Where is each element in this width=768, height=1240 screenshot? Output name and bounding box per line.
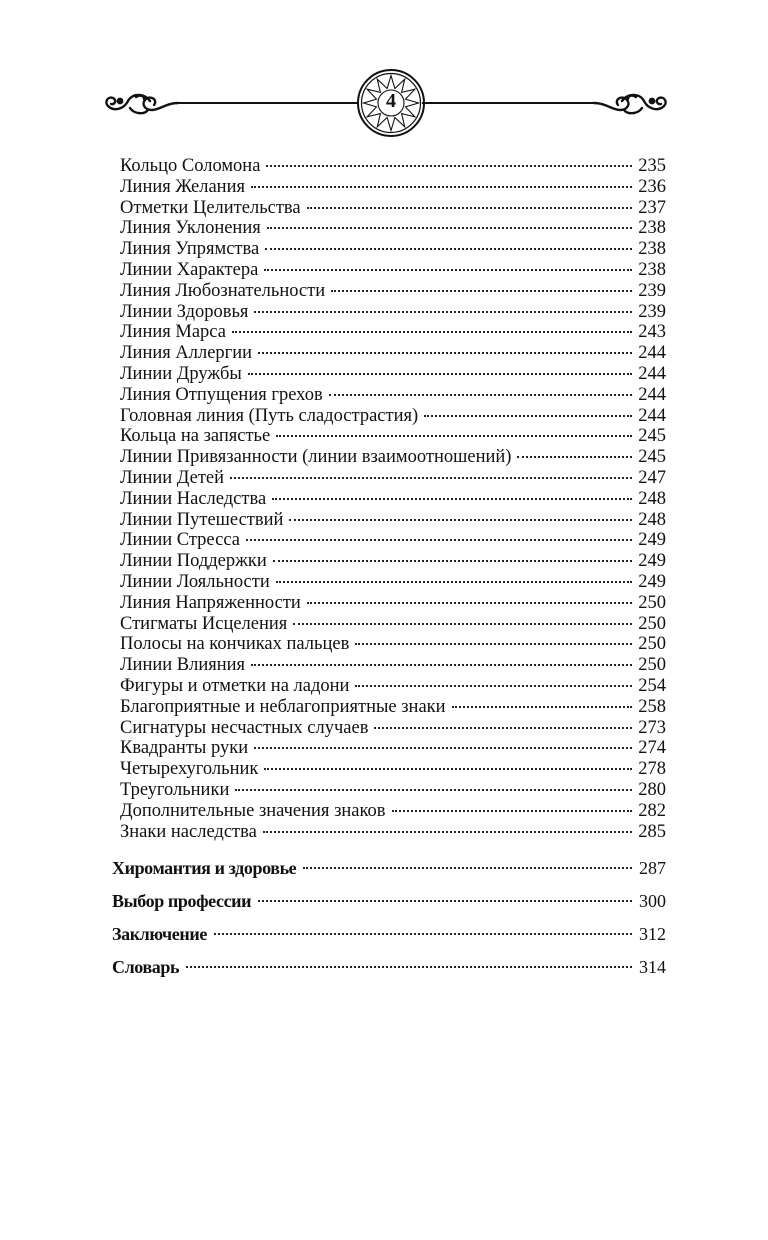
toc-entry xyxy=(120,634,666,655)
toc-entry-title: Линия Напряженности xyxy=(120,592,301,613)
dot-leader xyxy=(230,477,632,479)
toc-entry xyxy=(120,738,666,759)
toc-entry-page: 235 xyxy=(638,156,666,176)
toc-entry xyxy=(120,281,666,302)
toc-entry-page: 238 xyxy=(638,259,666,280)
toc-entry-title: Линия Марса xyxy=(120,322,226,343)
toc-entry xyxy=(120,551,666,572)
section-entry-page: 314 xyxy=(639,957,666,977)
toc-entry-title: Линии Дружбы xyxy=(120,363,242,384)
dot-leader xyxy=(251,186,632,188)
toc-entry-title: Линия Упрямства xyxy=(120,239,260,260)
toc-entry-title: Линии Наследства xyxy=(120,488,267,509)
toc-entry-page: 282 xyxy=(638,800,666,821)
toc-entry-title: Сигнатуры несчастных случаев xyxy=(120,717,369,738)
toc-entry-title: Линия Любознательности xyxy=(120,280,326,301)
dot-leader xyxy=(273,560,632,562)
toc-entry xyxy=(120,822,666,843)
dot-leader xyxy=(248,373,632,375)
toc-entry-page: 250 xyxy=(638,592,666,613)
dot-leader xyxy=(254,311,632,313)
toc-entry-title: Линия Отпущения грехов xyxy=(120,384,323,405)
toc-entry-title: Кольца на запястье xyxy=(120,426,271,447)
toc-entry xyxy=(120,260,666,281)
toc-entry-page: 244 xyxy=(638,384,666,405)
dot-leader xyxy=(254,747,632,749)
toc-entry xyxy=(120,218,666,239)
toc-entry-page: 238 xyxy=(638,239,666,260)
dot-leader xyxy=(186,966,632,968)
toc-entry-title: Линии Влияния xyxy=(120,655,246,676)
dot-leader xyxy=(263,831,632,833)
toc-entry-title: Линия Аллергии xyxy=(120,343,253,364)
section-entry-page: 287 xyxy=(639,858,666,878)
toc-entry xyxy=(120,343,666,364)
toc-entry xyxy=(120,426,666,447)
toc-entry-page: 247 xyxy=(638,467,666,488)
toc-entry-page: 250 xyxy=(638,655,666,676)
page-number: 4 xyxy=(386,90,396,112)
toc-entry xyxy=(120,718,666,739)
toc-entry-page: 239 xyxy=(638,301,666,322)
toc-entry-page: 245 xyxy=(638,426,666,447)
toc-entry-page: 250 xyxy=(638,613,666,634)
dot-leader xyxy=(303,867,632,869)
toc-entry-title: Линии Детей xyxy=(120,467,225,488)
dot-leader xyxy=(307,602,632,604)
section-list xyxy=(112,852,666,984)
dot-leader xyxy=(392,810,633,812)
dot-leader xyxy=(258,352,632,354)
toc-entry xyxy=(120,759,666,780)
toc-entry xyxy=(120,406,666,427)
toc-entry-title: Полосы на кончиках пальцев xyxy=(120,634,350,655)
toc-list xyxy=(120,156,666,842)
toc-entry-page: 273 xyxy=(638,717,666,738)
toc-entry-title: Благоприятные и неблагоприятные знаки xyxy=(120,696,446,717)
toc-entry xyxy=(120,655,666,676)
toc-entry-title: Квадранты руки xyxy=(120,738,249,759)
toc-entry-title: Линии Стресса xyxy=(120,530,240,551)
toc-entry-title: Четырехугольник xyxy=(120,759,259,780)
toc-entry-title: Фигуры и отметки на ладони xyxy=(120,675,350,696)
toc-entry-page: 248 xyxy=(638,488,666,509)
toc-entry-page: 237 xyxy=(638,197,666,218)
dot-leader xyxy=(232,331,632,333)
toc-entry-title: Линии Характера xyxy=(120,259,259,280)
toc-entry-title: Знаки наследства xyxy=(120,821,257,842)
dot-leader xyxy=(331,290,632,292)
section-entry-title: Заключение xyxy=(112,924,207,944)
dot-leader xyxy=(289,519,632,521)
section-entry-title: Выбор профессии xyxy=(112,891,252,911)
dot-leader xyxy=(246,539,632,541)
toc-entry-page: 274 xyxy=(638,738,666,759)
toc-entry-page: 250 xyxy=(638,634,666,655)
dot-leader xyxy=(235,789,632,791)
section-entry xyxy=(112,951,666,984)
scroll-ornament-icon xyxy=(100,88,180,118)
section-entry-page: 312 xyxy=(639,924,666,944)
dot-leader xyxy=(264,269,632,271)
section-entry xyxy=(112,918,666,951)
toc-entry-title: Стигматы Исцеления xyxy=(120,613,288,634)
toc-entry xyxy=(120,447,666,468)
header-rule-left xyxy=(178,102,360,104)
toc-entry-page: 238 xyxy=(638,218,666,239)
page-header xyxy=(100,66,672,138)
toc-entry-page: 244 xyxy=(638,343,666,364)
dot-leader xyxy=(517,456,632,458)
toc-entry-title: Треугольники xyxy=(120,779,230,800)
dot-leader xyxy=(258,900,632,902)
toc-entry-page: 285 xyxy=(638,821,666,842)
dot-leader xyxy=(329,394,633,396)
toc-entry-page: 249 xyxy=(638,530,666,551)
dot-leader xyxy=(265,248,632,250)
toc-entry xyxy=(120,572,666,593)
toc-entry-title: Линии Поддержки xyxy=(120,551,267,572)
toc-entry-page: 248 xyxy=(638,509,666,530)
header-rule-right xyxy=(422,102,594,104)
toc-entry-title: Линии Путешествий xyxy=(120,509,284,530)
toc-entry-page: 254 xyxy=(638,675,666,696)
toc-entry xyxy=(120,697,666,718)
dot-leader xyxy=(251,664,632,666)
dot-leader xyxy=(267,227,633,229)
toc-entry-page: 258 xyxy=(638,696,666,717)
toc-entry-page: 239 xyxy=(638,280,666,301)
dot-leader xyxy=(272,498,632,500)
toc-entry xyxy=(120,364,666,385)
toc-entry-page: 249 xyxy=(638,551,666,572)
toc-entry-title: Линии Привязанности (линии взаимоотношений) xyxy=(120,447,512,468)
toc-entry xyxy=(120,239,666,260)
dot-leader xyxy=(266,165,632,167)
toc-entry xyxy=(120,593,666,614)
toc-entry xyxy=(120,177,666,198)
toc-entry-page: 280 xyxy=(638,779,666,800)
toc-entry xyxy=(120,468,666,489)
dot-leader xyxy=(276,581,633,583)
section-entry xyxy=(112,852,666,885)
dot-leader xyxy=(424,415,632,417)
toc-entry xyxy=(120,614,666,635)
dot-leader xyxy=(355,685,632,687)
toc-entry-title: Кольцо Соломона xyxy=(120,156,261,176)
toc-entry xyxy=(120,302,666,323)
scroll-ornament-icon xyxy=(592,88,672,118)
toc-entry xyxy=(120,156,666,177)
toc-entry-page: 244 xyxy=(638,363,666,384)
toc-entry-title: Линии Лояльности xyxy=(120,571,270,592)
toc-entry xyxy=(120,801,666,822)
toc-entry-title: Отметки Целительства xyxy=(120,197,301,218)
toc-entry-title: Линия Уклонения xyxy=(120,218,261,239)
toc-entry-title: Линия Желания xyxy=(120,176,245,197)
toc-entry xyxy=(120,198,666,219)
toc-entry-page: 245 xyxy=(638,447,666,468)
toc-entry-title: Линии Здоровья xyxy=(120,301,249,322)
dot-leader xyxy=(307,207,633,209)
dot-leader xyxy=(264,768,632,770)
toc-entry-title: Дополнительные значения знаков xyxy=(120,800,386,821)
toc-entry-page: 244 xyxy=(638,405,666,426)
toc-entry xyxy=(120,322,666,343)
toc-entry-title: Головная линия (Путь сладострастия) xyxy=(120,405,419,426)
section-entry-title: Хиромантия и здоровье xyxy=(112,858,297,878)
dot-leader xyxy=(355,643,632,645)
dot-leader xyxy=(452,706,633,708)
toc-entry-page: 249 xyxy=(638,571,666,592)
dot-leader xyxy=(214,933,632,935)
toc-entry-page: 278 xyxy=(638,759,666,780)
toc-entry-page: 243 xyxy=(638,322,666,343)
dot-leader xyxy=(276,435,632,437)
section-entry xyxy=(112,885,666,918)
section-entry-page: 300 xyxy=(639,891,666,911)
toc-entry-page: 236 xyxy=(638,176,666,197)
toc-entry xyxy=(120,385,666,406)
toc-entry xyxy=(120,489,666,510)
toc-entry xyxy=(120,780,666,801)
section-entry-title: Словарь xyxy=(112,957,180,977)
toc-entry xyxy=(120,510,666,531)
dot-leader xyxy=(374,727,632,729)
toc-entry xyxy=(120,676,666,697)
dot-leader xyxy=(293,623,632,625)
toc-entry xyxy=(120,530,666,551)
